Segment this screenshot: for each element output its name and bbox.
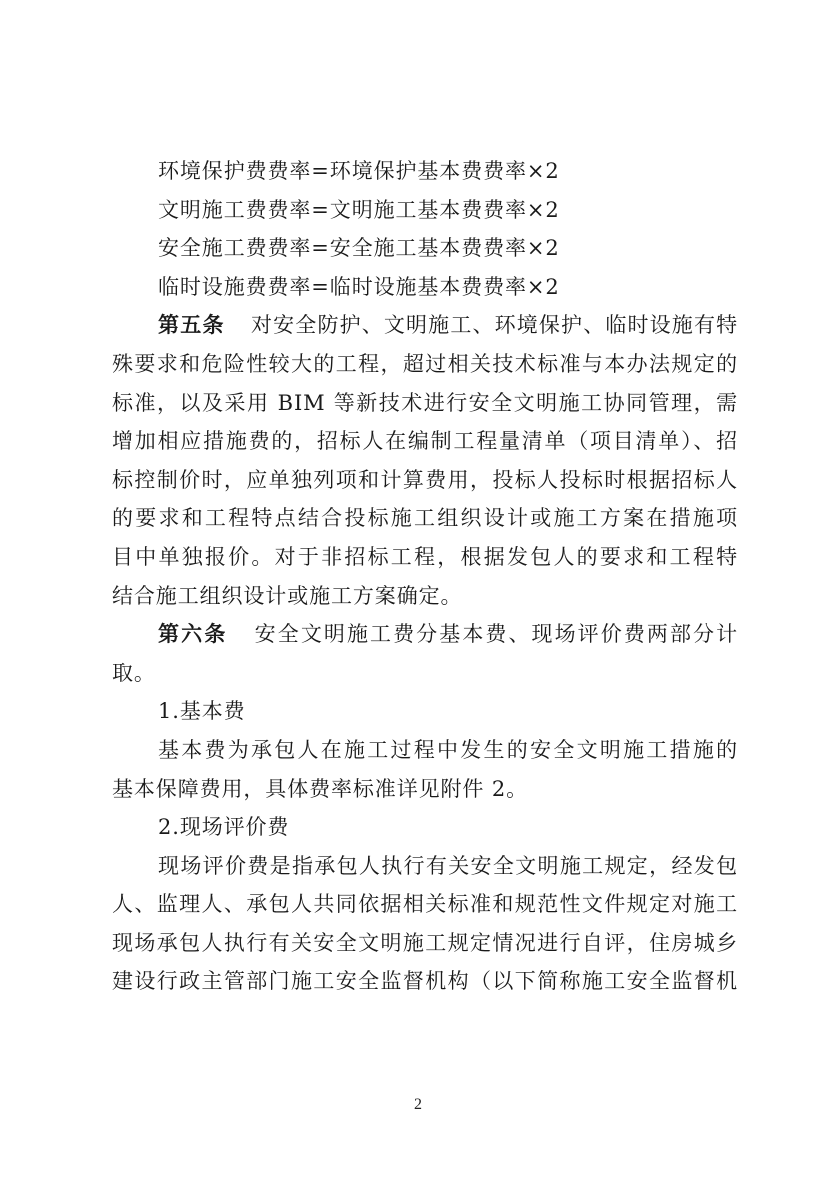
formula-environmental-protection: 环境保护费费率=环境保护基本费费率×2 xyxy=(158,159,560,183)
article-5-heading: 第五条 xyxy=(158,312,225,338)
article-5-line: 结合施工组织设计或施工方案确定。 xyxy=(112,583,463,608)
article-5-line: 增加相应措施费的，招标人在编制工程量清单（项目清单）、招 xyxy=(112,429,738,454)
article-5-line: 目中单独报价。对于非招标工程，根据发包人的要求和工程特 xyxy=(112,544,738,569)
formula-temporary-facilities: 临时设施费费率=临时设施基本费费率×2 xyxy=(158,274,560,299)
section-1-title: 1.基本费 xyxy=(158,699,246,724)
article-6-text: 安全文明施工费分基本费、现场评价费两部分计 xyxy=(253,622,738,647)
article-6-line: 取。 xyxy=(112,660,156,685)
article-5-first-line xyxy=(112,306,738,345)
section-2-line: 人、监理人、承包人共同依据相关标准和规范性文件规定对施工 xyxy=(112,892,738,917)
page-number: 2 xyxy=(414,1096,422,1113)
article-5-line: 标准，以及采用 BIM 等新技术进行安全文明施工协同管理，需 xyxy=(112,390,738,415)
article-6-heading: 第六条 xyxy=(158,621,228,647)
formula-safe-construction: 安全施工费费率=安全施工基本费费率×2 xyxy=(158,236,560,261)
section-2-title: 2.现场评价费 xyxy=(158,815,290,840)
section-1-line: 基本费为承包人在施工过程中发生的安全文明施工措施的 xyxy=(158,737,738,762)
article-5-text: 对安全防护、文明施工、环境保护、临时设施有特 xyxy=(250,313,738,338)
article-5-line: 的要求和工程特点结合投标施工组织设计或施工方案在措施项 xyxy=(112,506,738,531)
formula-civilized-construction: 文明施工费费率=文明施工基本费费率×2 xyxy=(158,197,560,222)
article-5-line: 标控制价时，应单独列项和计算费用，投标人投标时根据招标人 xyxy=(112,467,738,492)
section-2-line: 建设行政主管部门施工安全监督机构（以下简称施工安全监督机 xyxy=(112,969,738,994)
document-body xyxy=(112,152,738,1001)
article-6-first-line xyxy=(112,615,738,654)
section-2-line: 现场评价费是指承包人执行有关安全文明施工规定，经发包 xyxy=(158,853,738,878)
article-5-line: 殊要求和危险性较大的工程，超过相关技术标准与本办法规定的 xyxy=(112,351,738,376)
section-1-line: 基本保障费用，具体费率标准详见附件 2。 xyxy=(112,776,529,801)
section-2-line: 现场承包人执行有关安全文明施工规定情况进行自评，住房城乡 xyxy=(112,930,738,955)
